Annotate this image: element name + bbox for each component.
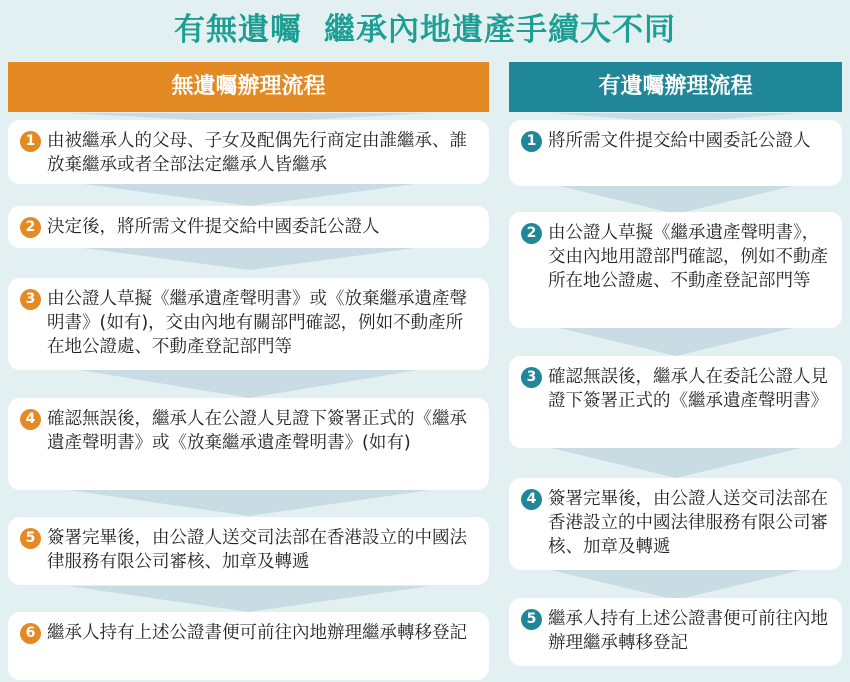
with-will-step-1	[509, 120, 842, 186]
step-text: 繼承人持有上述公證書便可前往內地辦理繼承轉移登記	[47, 623, 467, 643]
down-arrow-icon	[551, 326, 801, 356]
step-number-badge: 1	[20, 131, 41, 152]
step-text: 將所需文件提交給中國委託公證人	[548, 131, 811, 151]
step-number-badge: 3	[20, 289, 41, 310]
down-arrow-icon	[551, 184, 801, 214]
down-arrow-icon	[68, 368, 430, 398]
step-text: 由公證人草擬《繼承遺產聲明書》或《放棄繼承遺產聲明書》(如有)，交由內地有關部門確認，例如不動產所在地公證處、不動產登記部門等	[47, 289, 467, 357]
no-will-process-header: 無遺囑辦理流程	[8, 62, 489, 112]
title-part-2: 繼承內地遺產手續大不同	[324, 12, 676, 48]
step-text: 簽署完畢後，由公證人送交司法部在香港設立的中國法律服務有限公司審核、加章及轉遞	[47, 528, 467, 572]
with-will-process-header: 有遺囑辦理流程	[509, 62, 842, 112]
with-will-step-4	[509, 478, 842, 570]
no-will-step-3	[8, 278, 489, 370]
no-will-step-1	[8, 120, 489, 184]
step-number-badge: 2	[521, 223, 542, 244]
step-number-badge: 4	[20, 409, 41, 430]
no-will-step-5	[8, 517, 489, 585]
step-text: 由公證人草擬《繼承遺產聲明書》，交由內地用證部門確認，例如不動產所在地公證處、不動產登記部門等	[548, 223, 828, 291]
step-text: 由被繼承人的父母、子女及配偶先行商定由誰繼承、誰放棄繼承或者全部法定繼承人皆繼承	[47, 131, 467, 175]
step-text: 簽署完畢後，由公證人送交司法部在香港設立的中國法律服務有限公司審核、加章及轉遞	[548, 489, 828, 557]
with-will-step-5	[509, 598, 842, 666]
step-text: 決定後，將所需文件提交給中國委託公證人	[47, 217, 380, 237]
step-number-badge: 1	[521, 131, 542, 152]
with-will-step-2	[509, 212, 842, 328]
down-arrow-icon	[68, 586, 430, 612]
down-arrow-icon	[68, 490, 430, 516]
step-number-badge: 2	[20, 217, 41, 238]
no-will-step-2	[8, 206, 489, 248]
step-text: 確認無誤後，繼承人在委託公證人見證下簽署正式的《繼承遺產聲明書》	[548, 367, 828, 411]
title-part-1: 有無遺囑	[174, 12, 302, 48]
step-text: 繼承人持有上述公證書便可前往內地辦理繼承轉移登記	[548, 609, 828, 653]
with-will-step-3	[509, 356, 842, 448]
step-number-badge: 6	[20, 623, 41, 644]
no-will-step-6	[8, 612, 489, 680]
step-number-badge: 5	[20, 528, 41, 549]
step-number-badge: 3	[521, 367, 542, 388]
no-will-step-4	[8, 398, 489, 490]
down-arrow-icon	[551, 448, 801, 478]
step-text: 確認無誤後，繼承人在公證人見證下簽署正式的《繼承遺產聲明書》或《放棄繼承遺產聲明書》(如有)	[47, 409, 467, 453]
page-title	[0, 8, 850, 52]
down-arrow-icon	[68, 182, 430, 206]
down-arrow-icon	[551, 570, 801, 600]
step-number-badge: 4	[521, 489, 542, 510]
step-number-badge: 5	[521, 609, 542, 630]
down-arrow-icon	[68, 246, 430, 270]
